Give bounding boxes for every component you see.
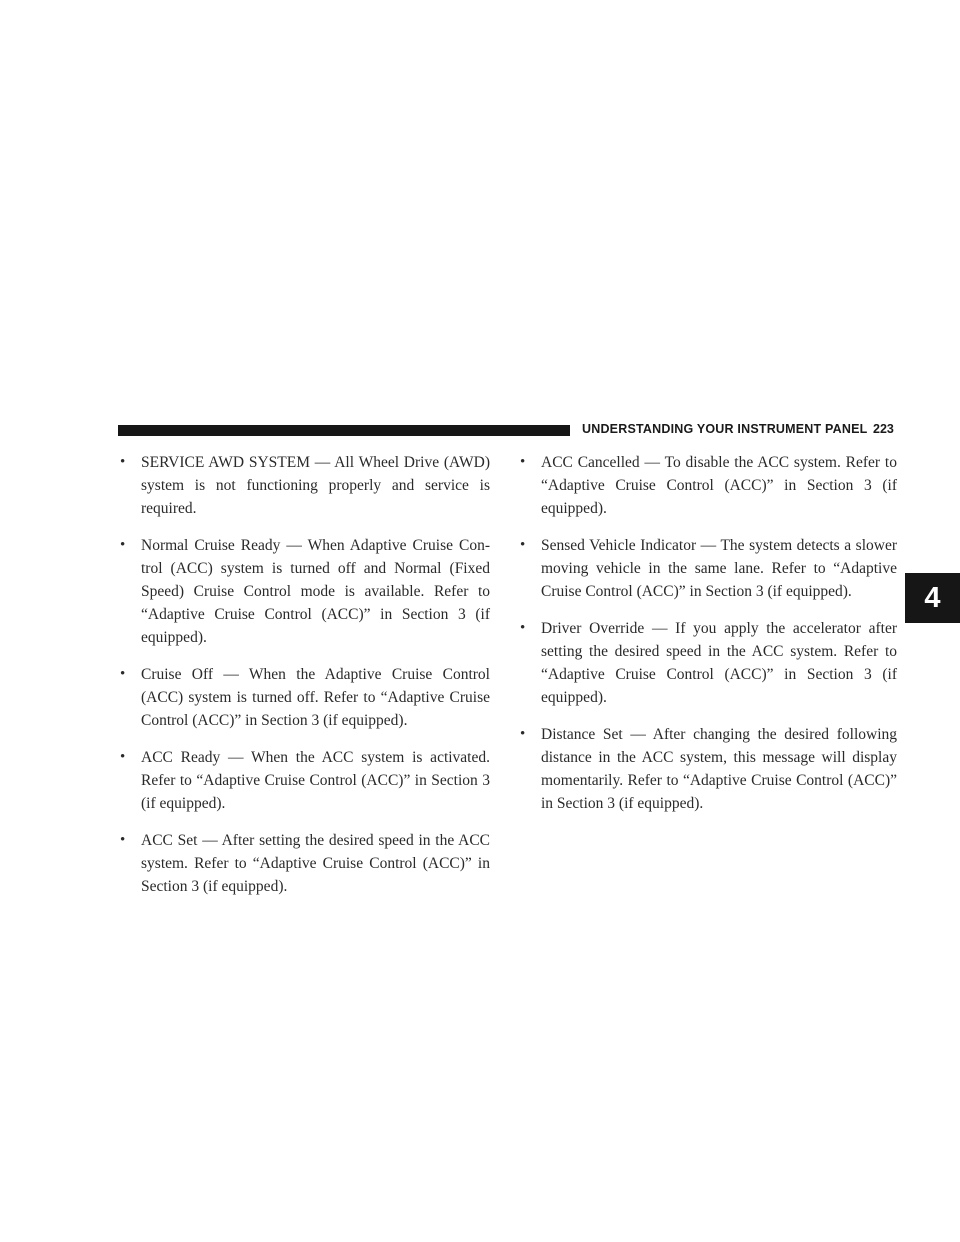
bullet-icon: • bbox=[120, 832, 126, 848]
list-item bbox=[120, 829, 490, 898]
list-item bbox=[520, 617, 897, 709]
list-item-text: Distance Set — After changing the desired following distance in the ACC system, this message will display momentarily. Refer to “Adaptive Cruise Control (ACC)” in Section 3 (if equipped). bbox=[541, 726, 897, 812]
list-item bbox=[120, 746, 490, 815]
list-item bbox=[520, 534, 897, 603]
running-header-title: UNDERSTANDING YOUR INSTRUMENT PANEL bbox=[582, 422, 868, 436]
list-item bbox=[520, 723, 897, 815]
section-tab: 4 bbox=[905, 573, 960, 623]
list-item bbox=[120, 534, 490, 649]
bullet-icon: • bbox=[520, 454, 526, 470]
bullet-icon: • bbox=[120, 454, 126, 470]
bullet-icon: • bbox=[520, 620, 526, 636]
list-item-text: Driver Override — If you apply the accelerator after setting the desired speed in the ACC system. Refer to “Adaptive Cruise Control (ACC)” in Section 3 (if equipped). bbox=[541, 620, 897, 706]
list-item-text: Normal Cruise Ready — When Adaptive Cruise Con-trol (ACC) system is turned off and Normal (Fixed Speed) Cruise Control mode is available. Refer to “Adaptive Cruise Control (ACC)” in Section 3 (if equipped). bbox=[141, 537, 490, 646]
list-item-text: ACC Ready — When the ACC system is activated. Refer to “Adaptive Cruise Control (ACC)” in Section 3 (if equipped). bbox=[141, 749, 490, 812]
header-rule bbox=[118, 425, 570, 436]
list-item-text: SERVICE AWD SYSTEM — All Wheel Drive (AWD) system is not functioning properly and service is required. bbox=[141, 454, 490, 517]
list-item bbox=[120, 451, 490, 520]
bullet-icon: • bbox=[120, 749, 126, 765]
list-item bbox=[120, 663, 490, 732]
right-bullet-list bbox=[520, 451, 897, 815]
bullet-icon: • bbox=[120, 666, 126, 682]
bullet-icon: • bbox=[120, 537, 126, 553]
list-item-text: Cruise Off — When the Adaptive Cruise Control (ACC) system is turned off. Refer to “Adaptive Cruise Control (ACC)” in Section 3 (if equipped). bbox=[141, 666, 490, 729]
list-item-text: ACC Set — After setting the desired speed in the ACC system. Refer to “Adaptive Cruise Control (ACC)” in Section 3 (if equipped). bbox=[141, 832, 490, 895]
bullet-icon: • bbox=[520, 537, 526, 553]
list-item-text: Sensed Vehicle Indicator — The system detects a slower moving vehicle in the same lane. Refer to “Adaptive Cruise Control (ACC)” in Section 3 (if equipped). bbox=[541, 537, 897, 600]
right-column bbox=[520, 451, 897, 829]
list-item bbox=[520, 451, 897, 520]
left-column bbox=[120, 451, 490, 912]
list-item-text: ACC Cancelled — To disable the ACC system. Refer to “Adaptive Cruise Control (ACC)” in Section 3 (if equipped). bbox=[541, 454, 897, 517]
left-bullet-list bbox=[120, 451, 490, 898]
bullet-icon: • bbox=[520, 726, 526, 742]
page-number: 223 bbox=[873, 422, 894, 436]
